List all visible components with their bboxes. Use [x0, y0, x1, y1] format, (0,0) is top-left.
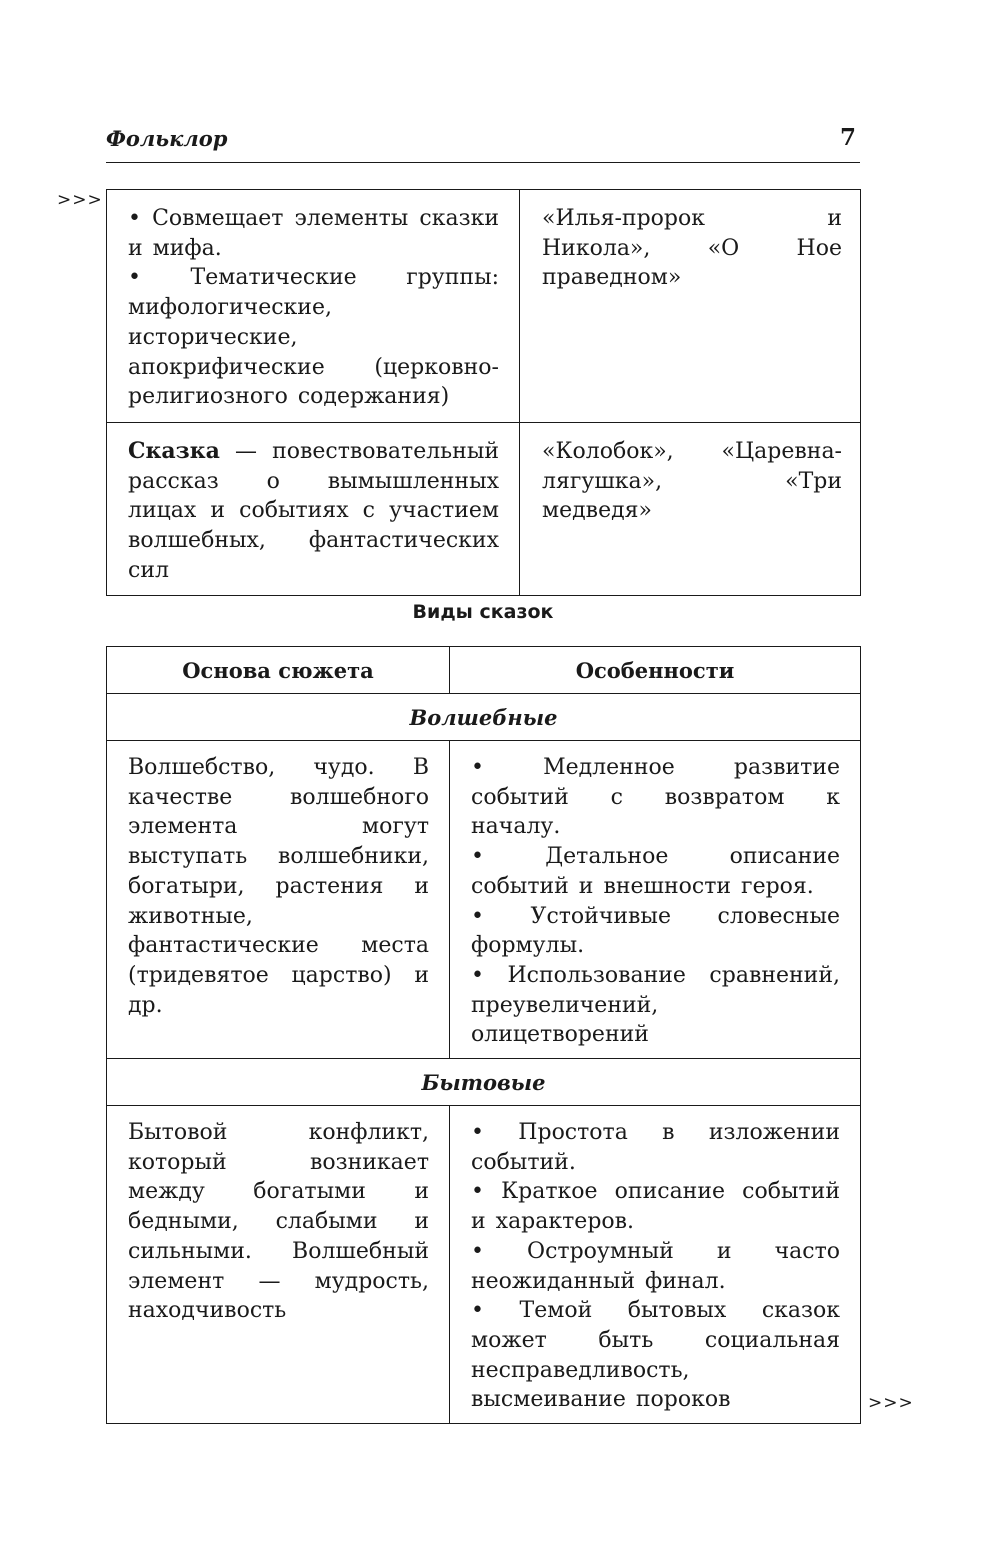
- bullet-item: • Детальное описание событий и внешности героя.: [471, 844, 840, 899]
- category-row: [107, 694, 861, 741]
- term-definition: — повествовательный рассказ о вымышленных лицах и событиях с участием волшебных, фантастических сил: [128, 438, 499, 583]
- examples-text: «Илья-пророк и Никола», «О Ное праведном»: [542, 206, 842, 291]
- page-number: 7: [839, 124, 856, 151]
- bullet-item: • Использование сравнений, преувеличений, олицетворений: [471, 962, 840, 1048]
- continuation-mark-top: >>>: [57, 190, 103, 210]
- table-row: [107, 741, 861, 1059]
- bullet-item: • Остроумный и часто неожиданный финал.: [471, 1238, 840, 1294]
- bullet-item: • Темой бытовых сказок может быть социальная несправедливость, высмеивание пороков: [471, 1298, 840, 1413]
- term-skazka: Сказка: [128, 437, 220, 464]
- plot-basis-cell: [107, 1106, 450, 1424]
- bullet-item: • Простота в изложении событий.: [471, 1120, 840, 1175]
- table-header-row: [107, 647, 861, 694]
- plot-basis-text: Волшебство, чудо. В качестве волшебного элемента могут выступать волшебники, богатыри, растения и животные, фантастические места (тридевятое царство) и др.: [128, 755, 429, 1018]
- bullet-item: • Устойчивые словесные формулы.: [471, 903, 840, 959]
- bullet-item: • Медленное развитие событий с возвратом к началу.: [471, 755, 840, 840]
- column-header-plot-basis: Основа сюжета: [107, 647, 450, 694]
- continuation-mark-bottom: >>>: [868, 1393, 914, 1413]
- features-cell: [450, 1106, 861, 1424]
- genre-description-cell: [107, 422, 520, 596]
- folklore-genres-table-continued: [106, 189, 861, 596]
- plot-basis-text: Бытовой конфликт, который возникает между богатыми и бедными, слабыми и сильными. Волшебный элемент — мудрость, находчивость: [128, 1120, 429, 1324]
- table-row: [107, 1106, 861, 1424]
- examples-cell: [520, 422, 861, 596]
- examples-cell: [520, 190, 861, 423]
- table-caption: Виды сказок: [412, 601, 554, 623]
- bullet-item: • Краткое описание событий и характеров.: [471, 1179, 840, 1235]
- category-everyday: Бытовые: [107, 1059, 861, 1106]
- running-header: [106, 122, 860, 163]
- table-row: [107, 422, 861, 596]
- bullet-item: • Совмещает элементы сказки и мифа.: [128, 206, 499, 261]
- genre-description-cell: [107, 190, 520, 423]
- column-header-features: Особенности: [450, 647, 861, 694]
- plot-basis-cell: [107, 741, 450, 1059]
- features-cell: [450, 741, 861, 1059]
- bullet-item: • Тематические группы: мифологические, исторические, апокрифические (церковно-религиозного содержания): [128, 265, 499, 410]
- section-title: Фольклор: [106, 126, 228, 151]
- table-row: [107, 190, 861, 423]
- category-magic: Волшебные: [107, 694, 861, 741]
- examples-text: «Колобок», «Царевна-лягушка», «Три медведя»: [542, 438, 842, 524]
- category-row: [107, 1059, 861, 1106]
- fairy-tale-types-table: [106, 646, 861, 1424]
